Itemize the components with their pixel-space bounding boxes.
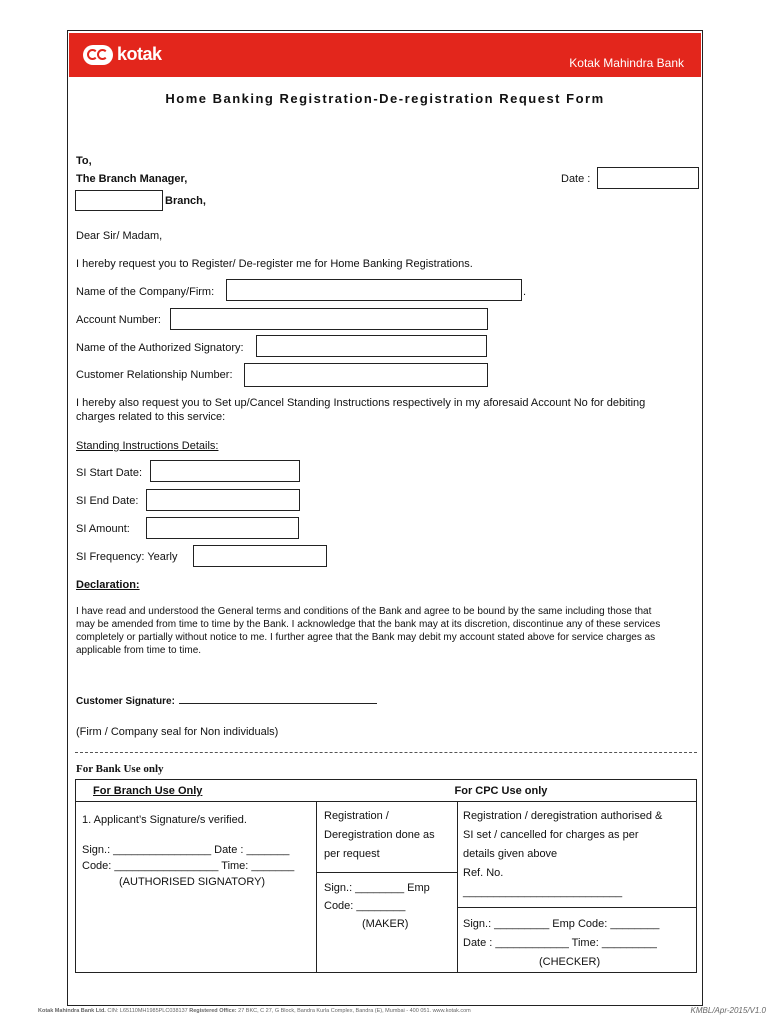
declaration-line: I have read and understood the General terms and conditions of the Bank and agree to be bound by the same including those that	[76, 606, 652, 617]
footer-office-label: Registered Office:	[189, 1008, 237, 1014]
branch-use-cell	[76, 802, 317, 973]
form-title: Home Banking Registration-De-registration Request Form	[165, 91, 605, 106]
account-number-label: Account Number:	[76, 314, 161, 326]
si-request-line-1: I hereby also request you to Set up/Cancel Standing Instructions respectively in my aforesaid Account No for debiting	[76, 397, 646, 409]
form-version: KMBL/Apr-2015/V1.0	[690, 1006, 766, 1015]
branch-manager-label: The Branch Manager,	[76, 173, 188, 185]
si-amount-label: SI Amount:	[76, 523, 130, 535]
date-field[interactable]	[597, 167, 699, 189]
customer-signature-label: Customer Signature:	[76, 696, 175, 707]
separator-line	[75, 752, 697, 753]
logo-text: kotak	[117, 44, 162, 64]
account-number-field[interactable]	[170, 308, 488, 330]
maker-line: Deregistration done as	[324, 829, 435, 841]
maker-text	[317, 802, 457, 864]
crn-label: Customer Relationship Number:	[76, 369, 233, 381]
maker-line: per request	[324, 848, 380, 860]
maker-line: Registration /	[324, 810, 389, 822]
cpc-use-title: For CPC Use only	[454, 785, 548, 797]
checker-sign-line[interactable]: Sign.: _________ Emp Code: ________	[463, 918, 660, 930]
checker-cell	[458, 802, 697, 973]
authorized-signatory-field[interactable]	[256, 335, 487, 357]
date-label: Date :	[561, 173, 591, 185]
declaration-heading: Declaration:	[76, 579, 140, 591]
si-amount-field[interactable]	[146, 517, 299, 539]
footer-company: Kotak Mahindra Bank Ltd.	[38, 1008, 106, 1014]
si-request-line-2: charges related to this service:	[76, 411, 226, 423]
company-dot: .	[523, 286, 527, 298]
maker-cell	[317, 802, 458, 973]
si-start-date-label: SI Start Date:	[76, 467, 143, 479]
company-label: Name of the Company/Firm:	[76, 286, 215, 298]
si-details-heading: Standing Instructions Details:	[76, 440, 219, 452]
branch-sign-line[interactable]: Sign.: ________________ Date : _______	[82, 844, 290, 856]
to-label: To,	[76, 155, 92, 167]
si-start-date-field[interactable]	[150, 460, 300, 482]
checker-date-line[interactable]: Date : ____________ Time: _________	[463, 937, 657, 949]
company-name-field[interactable]	[226, 279, 522, 301]
si-frequency-field[interactable]	[193, 545, 327, 567]
salutation: Dear Sir/ Madam,	[76, 230, 163, 242]
authorised-signatory-label: (AUTHORISED SIGNATORY)	[119, 876, 266, 888]
declaration-line: completely or partially without notice to me. I further agree that the Bank may debit my account stated above for service charges as	[76, 632, 656, 643]
checker-line: details given above	[463, 848, 558, 860]
bank-use-table	[75, 779, 697, 973]
request-text: I hereby request you to Register/ De-register me for Home Banking Registrations.	[76, 258, 473, 270]
authorized-signatory-label: Name of the Authorized Signatory:	[76, 342, 244, 354]
footer-office-address: 27 BKC, C 27, G Block, Bandra Kurla Complex, Bandra (E), Mumbai - 400 051. www.kotak.com	[238, 1008, 471, 1014]
checker-line: SI set / cancelled for charges as per	[463, 829, 639, 841]
si-end-date-label: SI End Date:	[76, 495, 139, 507]
customer-signature-line[interactable]	[179, 694, 377, 704]
crn-field[interactable]	[244, 363, 488, 387]
declaration-text	[76, 605, 660, 657]
branch-use-title: For Branch Use Only	[93, 785, 203, 797]
kotak-logo	[83, 44, 162, 65]
customer-signature	[76, 694, 377, 707]
kotak-logo-icon	[83, 45, 113, 65]
checker-label: (CHECKER)	[539, 956, 601, 968]
footer-text	[38, 1008, 471, 1014]
bank-name: Kotak Mahindra Bank	[569, 56, 684, 70]
applicant-verified: 1. Applicant’s Signature/s verified.	[82, 814, 247, 826]
branch-name-field[interactable]	[75, 190, 163, 211]
checker-text	[458, 802, 696, 902]
checker-sign-block	[458, 907, 696, 972]
maker-sign-block	[317, 872, 457, 933]
header-banner	[69, 33, 701, 77]
checker-ref-line[interactable]: __________________________	[463, 886, 623, 898]
checker-line: Ref. No.	[463, 867, 504, 879]
branch-label: Branch,	[165, 195, 206, 207]
footer-cin: CIN: L65110MH1985PLC038137	[107, 1008, 188, 1014]
bank-use-heading: For Bank Use only	[76, 763, 164, 775]
cpc-use-header	[317, 780, 697, 802]
si-frequency-label: SI Frequency: Yearly	[76, 551, 178, 563]
branch-use-header	[76, 780, 317, 802]
si-end-date-field[interactable]	[146, 489, 300, 511]
declaration-line: applicable from time to time.	[76, 645, 202, 656]
seal-note: (Firm / Company seal for Non individuals)	[76, 726, 279, 738]
maker-code-line[interactable]: Code: ________	[324, 900, 406, 912]
checker-line: Registration / deregistration authorised &	[463, 810, 663, 822]
maker-label: (MAKER)	[362, 918, 409, 930]
maker-sign-line[interactable]: Sign.: ________ Emp	[324, 882, 430, 894]
declaration-line: may be amended from time to time by the Bank. I acknowledge that the bank may at its discretion, discontinue any of these services	[76, 619, 661, 630]
branch-code-line[interactable]: Code: _________________ Time: _______	[82, 860, 295, 872]
